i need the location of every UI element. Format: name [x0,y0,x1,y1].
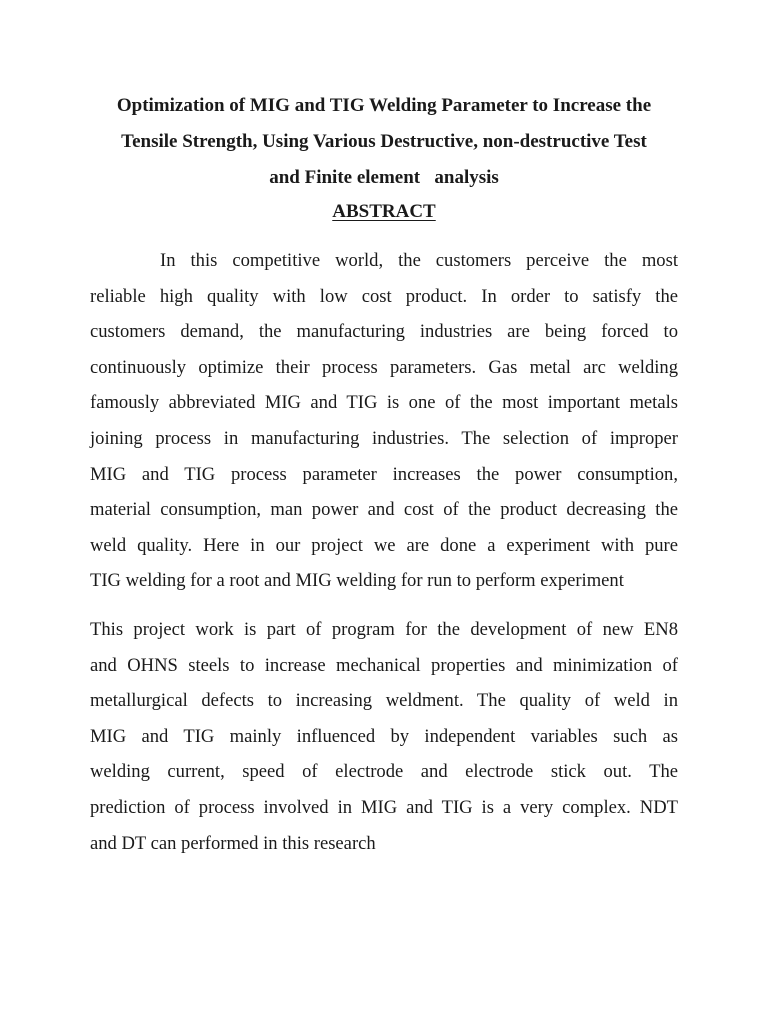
title-line: Tensile Strength, Using Various Destructive, non-destructive Test [121,131,647,152]
title-line: Optimization of MIG and TIG Welding Parameter to Increase the [116,95,652,116]
text-line: weld quality. Here in our project we are done a experiment with pure [90,534,678,556]
abstract-paragraph-2 [90,612,678,861]
document-title [80,88,688,196]
text-line: MIG and TIG mainly influenced by independent variables such as [90,725,678,747]
text-line: and DT can performed in this research [90,832,376,854]
text-line: famously abbreviated MIG and TIG is one of the most important metals [90,392,678,414]
text-line: metallurgical defects to increasing weldment. The quality of weld in [90,690,678,712]
text-line: In this competitive world, the customers perceive the most [160,250,678,271]
text-line: prediction of process involved in MIG and TIG is a very complex. NDT [90,796,678,818]
abstract-paragraph-1 [90,243,678,599]
text-line: continuously optimize their process parameters. Gas metal arc welding [90,356,678,378]
text-line: reliable high quality with low cost product. In order to satisfy the [90,285,678,307]
abstract-heading: ABSTRACT [332,201,436,222]
text-line: This project work is part of program for the development of new EN8 [90,619,678,640]
text-line: welding current, speed of electrode and electrode stick out. The [90,761,678,783]
text-line: joining process in manufacturing industries. The selection of improper [90,427,678,449]
text-line: customers demand, the manufacturing industries are being forced to [90,321,678,343]
text-line: MIG and TIG process parameter increases the power consumption, [90,463,678,485]
text-line: material consumption, man power and cost of the product decreasing the [90,499,678,521]
text-line: and OHNS steels to increase mechanical properties and minimization of [90,654,678,676]
text-line: TIG welding for a root and MIG welding for run to perform experiment [90,570,624,592]
title-line: and Finite element analysis [269,167,499,188]
